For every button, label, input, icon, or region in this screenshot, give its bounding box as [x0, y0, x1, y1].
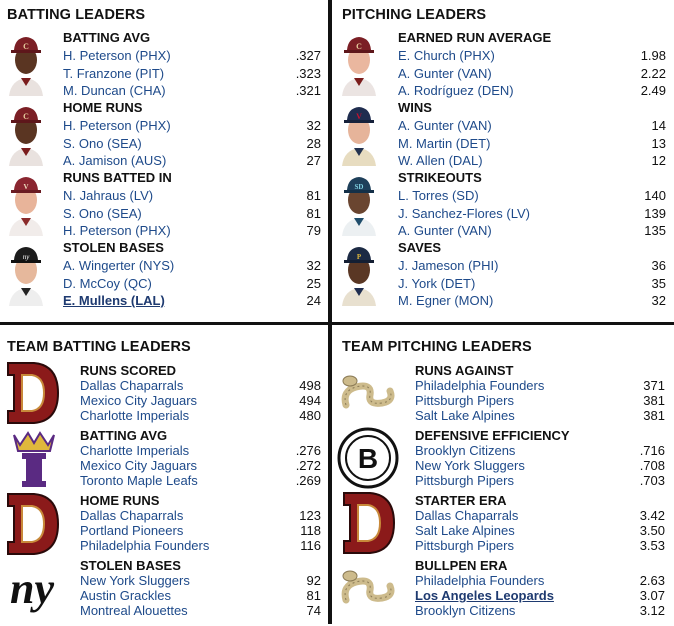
category-label: STRIKEOUTS	[398, 170, 482, 185]
team-value: .272	[295, 458, 321, 473]
leader-row	[398, 222, 666, 239]
leader-name[interactable]: H. Peterson (PHX)	[63, 223, 171, 238]
leader-value: 2.22	[640, 66, 666, 81]
team-name[interactable]: Salt Lake Alpines	[415, 408, 515, 423]
leader-row	[398, 292, 666, 309]
leader-value: 1.98	[640, 48, 666, 63]
svg-text:C: C	[23, 42, 29, 51]
team-name[interactable]: Pittsburgh Pipers	[415, 538, 514, 553]
team-name[interactable]: Philadelphia Founders	[80, 538, 210, 553]
leader-name[interactable]: L. Torres (SD)	[398, 188, 479, 203]
category-label: RUNS AGAINST	[415, 363, 514, 378]
category-label: STOLEN BASES	[80, 558, 181, 573]
team-name[interactable]: Philadelphia Founders	[415, 573, 545, 588]
category-label: BATTING AVG	[80, 428, 168, 443]
category-label: HOME RUNS	[80, 493, 160, 508]
category-label: BULLPEN ERA	[415, 558, 508, 573]
team-value: .708	[639, 458, 665, 473]
category-label: WINS	[398, 100, 432, 115]
leader-value: 28	[306, 136, 321, 151]
leader-row	[63, 47, 321, 64]
leader-row	[63, 65, 321, 82]
team-name[interactable]: Toronto Maple Leafs	[80, 473, 198, 488]
leader-name-link[interactable]: E. Mullens (LAL)	[63, 293, 165, 308]
category-label: RUNS BATTED IN	[63, 170, 172, 185]
player-photo-jahraus	[3, 170, 49, 236]
panel-title: TEAM PITCHING LEADERS	[342, 339, 532, 355]
leader-row	[63, 222, 321, 239]
leader-row	[398, 65, 666, 82]
dallas-chaparrals-logo-2	[0, 492, 64, 556]
dallas-chaparrals-logo-3	[336, 491, 400, 555]
leader-name[interactable]: A. Rodríguez (DEN)	[398, 83, 514, 98]
svg-text:ny: ny	[22, 253, 30, 261]
team-value: 480	[299, 408, 321, 423]
leader-name[interactable]: S. Ono (SEA)	[63, 206, 142, 221]
team-value: 498	[299, 378, 321, 393]
team-name[interactable]: Brooklyn Citizens	[415, 603, 516, 618]
leader-name[interactable]: E. Church (PHX)	[398, 48, 495, 63]
panel-title: TEAM BATTING LEADERS	[7, 339, 191, 355]
charlotte-imperials-logo	[2, 427, 66, 491]
leader-row	[415, 472, 665, 489]
team-name[interactable]: Charlotte Imperials	[80, 443, 190, 458]
leader-row	[80, 407, 321, 424]
team-value: .703	[639, 473, 665, 488]
team-batting-leaders-panel	[0, 325, 328, 624]
leader-row	[415, 537, 665, 554]
leader-row	[415, 602, 665, 619]
player-photo-peterson	[3, 30, 49, 96]
leader-row	[398, 47, 666, 64]
leader-value: 81	[306, 188, 321, 203]
leader-row	[80, 472, 321, 489]
leader-name[interactable]: A. Gunter (VAN)	[398, 223, 492, 238]
team-value: .269	[295, 473, 321, 488]
team-name[interactable]: Dallas Chaparrals	[80, 508, 184, 523]
leader-value: 12	[651, 153, 666, 168]
team-name[interactable]: Brooklyn Citizens	[415, 443, 516, 458]
dallas-chaparrals-logo	[0, 361, 64, 425]
team-name[interactable]: Austin Grackles	[80, 588, 172, 603]
batting-leaders-panel	[0, 0, 328, 322]
leader-value: 35	[651, 276, 666, 291]
panel-title: BATTING LEADERS	[7, 7, 146, 23]
team-value: .276	[295, 443, 321, 458]
team-name[interactable]: New York Sluggers	[80, 573, 190, 588]
category-label: STOLEN BASES	[63, 240, 164, 255]
leader-row	[63, 205, 321, 222]
team-value: 123	[299, 508, 321, 523]
leader-name[interactable]: H. Peterson (PHX)	[63, 118, 171, 133]
leader-name[interactable]: J. York (DET)	[398, 276, 476, 291]
leader-name[interactable]: W. Allen (DAL)	[398, 153, 483, 168]
team-value: 3.42	[639, 508, 665, 523]
leader-name[interactable]: N. Jahraus (LV)	[63, 188, 154, 203]
svg-text:V: V	[23, 183, 29, 191]
leader-row	[63, 187, 321, 204]
leader-row	[415, 407, 665, 424]
team-name[interactable]: Montreal Alouettes	[80, 603, 188, 618]
leader-row	[398, 205, 666, 222]
player-photo-gunter	[336, 100, 382, 166]
team-value: 118	[300, 523, 321, 538]
team-value: 371	[643, 378, 665, 393]
leader-name[interactable]: A. Gunter (VAN)	[398, 66, 492, 81]
svg-text:P: P	[356, 253, 362, 261]
leader-value: 79	[306, 223, 321, 238]
player-photo-peterson-2	[3, 100, 49, 166]
team-value: 3.07	[639, 588, 665, 603]
leader-value: .327	[295, 48, 321, 63]
leader-row	[63, 152, 321, 169]
team-name[interactable]: Salt Lake Alpines	[415, 523, 515, 538]
leader-row	[398, 82, 666, 99]
category-label: SAVES	[398, 240, 442, 255]
player-photo-torres	[336, 170, 382, 236]
leader-row	[63, 117, 321, 134]
brooklyn-citizens-logo	[336, 426, 400, 490]
team-value: 494	[299, 393, 321, 408]
leader-value: 27	[306, 153, 321, 168]
team-pitching-leaders-panel	[332, 325, 674, 624]
team-value: 92	[306, 573, 321, 588]
leader-row	[398, 135, 666, 152]
leader-name[interactable]: T. Franzone (PIT)	[63, 66, 165, 81]
team-name[interactable]: Pittsburgh Pipers	[415, 393, 514, 408]
philadelphia-founders-logo	[336, 361, 400, 425]
team-name[interactable]: Portland Pioneers	[80, 523, 184, 538]
philadelphia-founders-logo-2	[336, 556, 400, 620]
category-label: DEFENSIVE EFFICIENCY	[415, 428, 570, 443]
leader-row	[398, 152, 666, 169]
leader-row	[63, 292, 321, 309]
leader-value: .323	[295, 66, 321, 81]
leader-name[interactable]: J. Jameson (PHI)	[398, 258, 499, 273]
svg-text:B: B	[357, 443, 379, 474]
new-york-sluggers-logo	[0, 557, 64, 621]
leader-row	[398, 117, 666, 134]
player-photo-jameson	[336, 240, 382, 306]
leader-row	[63, 275, 321, 292]
player-photo-wingerter	[3, 240, 49, 306]
leader-value: 140	[644, 188, 666, 203]
leader-value: 14	[651, 118, 666, 133]
team-value: 381	[643, 393, 665, 408]
team-value: 3.53	[639, 538, 665, 553]
leader-row	[63, 257, 321, 274]
category-label: HOME RUNS	[63, 100, 143, 115]
leader-row	[63, 135, 321, 152]
leader-row	[80, 602, 321, 619]
svg-text:ny: ny	[10, 564, 54, 613]
leader-row	[398, 275, 666, 292]
team-value: 81	[306, 588, 321, 603]
team-name[interactable]: Pittsburgh Pipers	[415, 473, 514, 488]
leader-value: 135	[644, 223, 666, 238]
leader-name[interactable]: A. Gunter (VAN)	[398, 118, 492, 133]
leader-value: 139	[644, 206, 666, 221]
leader-value: 25	[306, 276, 321, 291]
leader-name[interactable]: A. Jamison (AUS)	[63, 153, 167, 168]
svg-text:C: C	[23, 112, 29, 121]
team-name[interactable]: New York Sluggers	[415, 458, 525, 473]
leader-name[interactable]: J. Sanchez-Flores (LV)	[398, 206, 530, 221]
leader-name[interactable]: M. Martin (DET)	[398, 136, 491, 151]
team-name[interactable]: Philadelphia Founders	[415, 378, 545, 393]
team-value: 3.50	[639, 523, 665, 538]
leader-value: 36	[651, 258, 666, 273]
leader-name[interactable]: M. Egner (MON)	[398, 293, 494, 308]
svg-text:V: V	[356, 112, 362, 121]
leader-name[interactable]: H. Peterson (PHX)	[63, 48, 171, 63]
team-value: .716	[639, 443, 665, 458]
panel-title: PITCHING LEADERS	[342, 7, 487, 23]
leader-row	[398, 257, 666, 274]
team-name[interactable]: Mexico City Jaguars	[80, 393, 198, 408]
team-value: 2.63	[639, 573, 665, 588]
category-label: BATTING AVG	[63, 30, 151, 45]
leader-value: 32	[306, 258, 321, 273]
team-value: 74	[306, 603, 321, 618]
category-label: EARNED RUN AVERAGE	[398, 30, 552, 45]
leader-name[interactable]: M. Duncan (CHA)	[63, 83, 166, 98]
svg-text:SD: SD	[354, 183, 364, 191]
leader-row	[63, 82, 321, 99]
player-photo-church	[336, 30, 382, 96]
category-label: STARTER ERA	[415, 493, 507, 508]
leader-value: 81	[306, 206, 321, 221]
leader-row	[398, 187, 666, 204]
team-value: 381	[643, 408, 665, 423]
leader-value: 2.49	[640, 83, 666, 98]
team-name[interactable]: Dallas Chaparrals	[415, 508, 519, 523]
leader-name[interactable]: S. Ono (SEA)	[63, 136, 142, 151]
leader-value: 24	[306, 293, 321, 308]
leader-row	[80, 537, 321, 554]
team-name-link[interactable]: Los Angeles Leopards	[415, 588, 554, 603]
leader-value: 32	[651, 293, 666, 308]
team-name[interactable]: Mexico City Jaguars	[80, 458, 198, 473]
leader-name[interactable]: A. Wingerter (NYS)	[63, 258, 175, 273]
team-value: 116	[300, 538, 321, 553]
team-value: 3.12	[639, 603, 665, 618]
team-name[interactable]: Charlotte Imperials	[80, 408, 190, 423]
category-label: RUNS SCORED	[80, 363, 177, 378]
leader-value: 13	[651, 136, 666, 151]
logo-letter: D	[6, 375, 7, 376]
leader-value: 32	[306, 118, 321, 133]
pitching-leaders-panel	[332, 0, 674, 322]
svg-text:C: C	[356, 42, 362, 51]
leader-name[interactable]: D. McCoy (QC)	[63, 276, 152, 291]
leader-value: .321	[295, 83, 321, 98]
team-name[interactable]: Dallas Chaparrals	[80, 378, 184, 393]
